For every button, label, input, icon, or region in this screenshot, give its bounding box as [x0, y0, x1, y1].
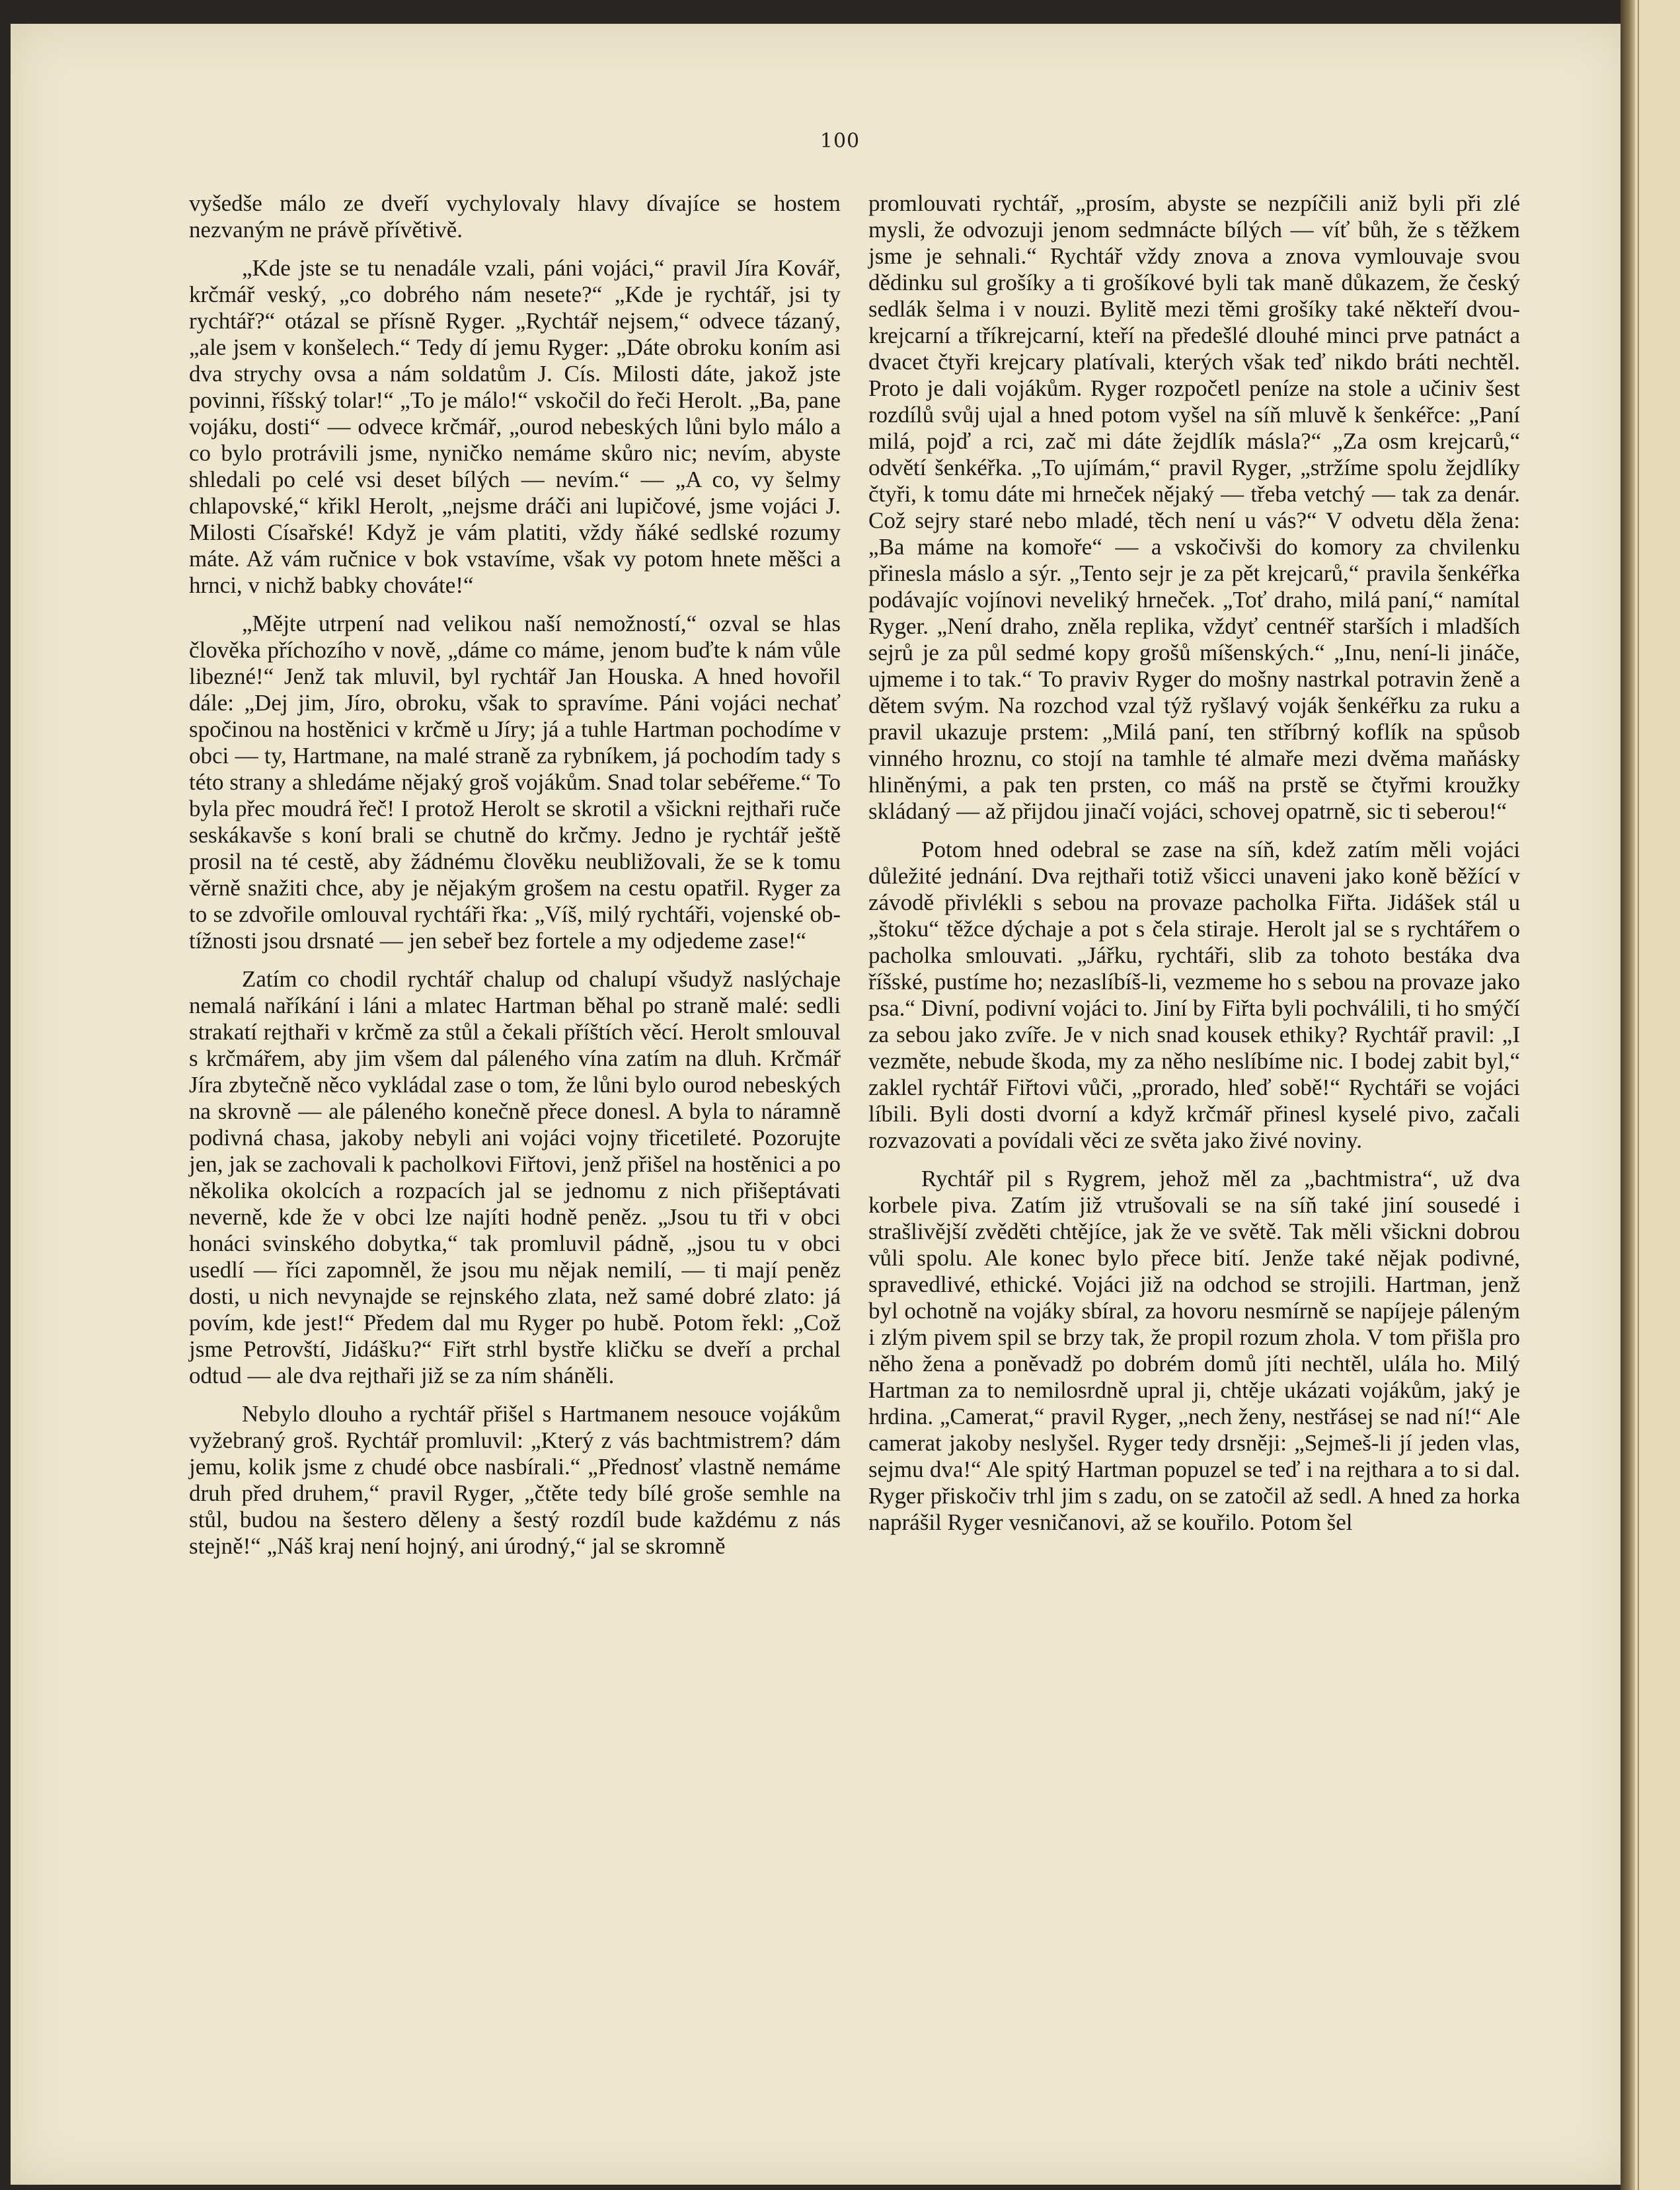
paragraph: promlouvati rychtář, „prosím, abyste se nezpíčili aniž byli při zlé mysli, že odvozuji jenom sedmnácte bílých — víť bůh, že s těžkem jsme je sehnali.“ Rychtář vždy znova a znova vymlouvaje svou dědinku sul grošíky a ti grošíkové byli tak maně důkazem, že český sedlák šelma i v nouzi. Bylitě mezi těmi grošíky také někteří dvoukrejcarní a tříkrejcarní, kteří na předešlé dlouhé minci prve patnáct a dvacet čtyři krejcary platívali, kterých však teď nikdo bráti nechtěl. Proto je dali vojákům. Ryger rozpočetl peníze na stole a učiniv šest rozdílů svůj ujal a hned potom vyšel na síň mluvě k šenkéřce: „Paní milá, pojď a rci, zač mi dáte žejdlík másla?“ „Za osm krejcarů,“ odvětí šenkéřka. „To ujímám,“ pravil Ryger, „stržíme spolu žejdlíky čtyři, k tomu dáte mi hrneček nějaký — třeba vetchý — tak za denár. Což sejry staré nebo mladé, těch není u vás?“ V odvetu děla žena: „Ba máme na komoře“ — a vskočivši do komory za chvilenku přinesla máslo a sýr. „Tento sejr je za pět krejcarů,“ pravila šenkéřka podávajíc vojínovi neveliký hrneček. „Toť draho, milá paní,“ namítal Ryger. „Není draho, zněla replika, vždyť centnéř starších i mladších sejrů je za půl sedmé kopy grošů míšenských.“ „Inu, není-li jináče, ujmeme i to tak.“ To praviv Ryger do mošny nastrkal potravin ženě a dětem svým. Na rozchod vzal týž ryšlavý voják šenkéřku za ruku a pravil ukazuje prstem: „Milá paní, ten stříbrný koflík na spůsob vinného hroznu, co stojí na tamhle té almaře mezi dvěma maňásky hliněnými, a pak ten prsten, co máš na prstě se čtyřmi kroužky skládaný — až přijdou jinačí vojáci, schovej opatrně, sic ti seberou!“: [868, 190, 1520, 824]
paragraph: Nebylo dlouho a rychtář přišel s Hartmanem nesouce vojákům vyžebraný groš. Rychtář promluvil: „Který z vás bachtmistrem? dám jemu, kolik jsme z chudé obce nasbírali.“ „Přednosť vlastně nemáme druh před druhem,“ pravil Ryger, „čtěte tedy bílé groše semhle na stůl, budou na šestero děleny a šestý rozdíl bude každému z nás stejně!“ „Náš kraj není hojný, ani úrodný,“ jal se skromně: [189, 1401, 841, 1559]
paragraph: „Mějte utrpení nad velikou naší nemožností,“ ozval se hlas člověka příchozího v nově, „dáme co máme, jenom buďte k nám vůle libezné!“ Jenž tak mluvil, byl rychtář Jan Houska. A hned hovořil dále: „Dej jim, Jíro, obroku, však to spravíme. Páni vojáci nechať spočinou na hostěnici v krčmě u Jíry; já a tuhle Hartman pochodíme v obci — ty, Hartmane, na malé straně za rybníkem, já pochodím tady s této strany a shledáme nějaký groš vojákům. Snad tolar sebéřeme.“ To byla přec moudrá řeč! I protož Herolt se skrotil a všickni rejthaři ruče seskákavše s koní brali se chutně do krčmy. Jedno je rychtář ještě prosil na té cestě, aby žádnému člověku neubližovali, že se k tomu věrně snažiti chce, aby je nějakým grošem na cestu opatřil. Ryger za to se zdvořile omlouval rychtáři řka: „Víš, milý rychtáři, vojenské obtížnosti jsou drsnaté — jen sebeř bez fortele a my odjedeme zase!“: [189, 611, 841, 954]
paragraph: „Kde jste se tu nenadále vzali, páni vojáci,“ pravil Jíra Kovář, krčmář veský, „co dobrého nám nesete?“ „Kde je rychtář, jsi ty rychtář?“ otázal se přísně Ryger. „Rychtář nejsem,“ odvece tázaný, „ale jsem v konšelech.“ Tedy dí jemu Ryger: „Dáte obroku koním asi dva strychy ovsa a nám soldatům J. Cís. Milosti dáte, jakož jste povinni, říšský tolar!“ „To je málo!“ vskočil do řeči Herolt. „Ba, pane vojáku, dosti“ — odvece krčmář, „ourod nebeských lůni bylo málo a co bylo protrávili jsme, nyničko nemáme skůro nic; nevím, abyste shledali po celé vsi deset bílých — nevím.“ — „A co, vy šelmy chlapovské,“ křikl Herolt, „nejsme dráči ani lupičové, jsme vojáci J. Milosti Císařské! Když je vám platiti, vždy ňáké sedlské rozumy máte. Až vám ručnice v bok vstavíme, však vy potom hnete měšci a hrnci, v nichž babky chováte!“: [189, 255, 841, 598]
adjacent-page-edge: [1635, 0, 1680, 2190]
page-number: 100: [820, 130, 860, 153]
book-spine-shadow: [1621, 0, 1635, 2190]
page-gutter-line: [1638, 0, 1639, 2190]
paragraph: Rychtář pil s Rygrem, jehož měl za „bachtmistra“, už dva korbele piva. Zatím již vtrušovali se na síň také jiní sousedé i strašlivější zvěděti chtějíce, jak že ve světě. Tak měli všickni dobrou vůli spolu. Ale konec bylo přece bití. Jenže také nějak podivné, spravedlivé, ethické. Vojáci již na odchod se strojili. Hartman, jenž byl ochotně na vojáky sbíral, za hovoru nesmírně se napíjeje páleným i zlým pivem spil se brzy tak, že propil rozum zhola. V tom přišla pro něho žena a poněvadž po dobrém domů jíti nechtěl, ulála ho. Milý Hartman za to nemilosrdně upral ji, chtěje ukázati vojákům, jaký je hrdina. „Camerat,“ pravil Ryger, „nech ženy, nestřásej se nad ní!“ Ale camerat jakoby neslyšel. Ryger tedy drsněji: „Sejmeš-li jí jeden vlas, sejmu dva!“ Ale spitý Hartman popuzel se teď i na rejthara a to si dal. Ryger přiskočiv trhl jim s zadu, on se zatočil až sedl. A hned za horka naprášil Ryger vesničanovi, až se kouřilo. Potom šel: [868, 1166, 1520, 1535]
paragraph: vyšedše málo ze dveří vychylovaly hlavy dívajíce se hostem nezvaným ne právě přívětivě.: [189, 190, 841, 243]
left-text-column: [189, 190, 841, 1571]
right-text-column: [868, 190, 1520, 1548]
paragraph: Potom hned odebral se zase na síň, kdež zatím měli vojáci důležité jednání. Dva rejthaři totiž všicci unaveni jako koně běžící v závodě přivlékli s sebou na provaze pacholka Fiřta. Jidášek stál u „štoku“ těžce dýchaje a pot s čela stiraje. Herolt jal se s rychtářem o pacholka smlouvati. „Jářku, rychtáři, slib za tohoto bestáka dva říšské, pustíme ho; nezaslíbíš-li, vezmeme ho s sebou na provaze jako psa.“ Divní, podivní vojáci to. Jiní by Fiřta byli pochválili, ti ho smýčí za sebou jako zvíře. Je v nich snad kousek ethiky? Rychtář pravil: „I vezměte, nebude škoda, my za něho neslíbíme nic. I bodej zabit byl,“ zaklel rychtář Fiřtovi vůči, „prorado, hleď sobě!“ Rychtáři se vojáci líbili. Byli dosti dvorní a když krčmář přinesl kyselé pivo, začali rozvazovati a povídali věci ze světa jako živé noviny.: [868, 837, 1520, 1153]
paragraph: Zatím co chodil rychtář chalup od chalupí všudyž naslýchaje nemalá naříkání i láni a mlatec Hartman běhal po straně malé: sedli strakatí rejthaři v krčmě za stůl a čekali příštích věcí. Herolt smlouval s krčmářem, aby jim všem dal páleného vína zatím na dluh. Krčmář Jíra zbytečně něco vykládal zase o tom, že lůni bylo ourod nebeských na skrovně — ale páleného konečně přece donesl. A byla to náramně podivná chasa, jakoby nebyli ani vojáci vojny třicetileté. Pozorujte jen, jak se zachovali k pacholkovi Fiřtovi, jenž přišel na hostěnici a po několika okolcích a rozpacích jal se jednomu z nich přišeptávati neverně, kde že v obci lze najíti hodně peněz. „Jsou tu tři v obci honáci svinského dobytka,“ tak promluvil pádně, „jsou tu v obci usedlí — říci zapomněl, že jsou mu nějak nemilí, — ti mají peněz dosti, u nich nevynajde se rejnského zlata, než samé dobré zlato: já povím, kde jest!“ Předem dal mu Ryger po hubě. Potom řekl: „Což jsme Petrovští, Jidášku?“ Fiřt strhl bystře kličku se dveří a prchal odtud — ale dva rejthaři již se za ním sháněli.: [189, 966, 841, 1388]
